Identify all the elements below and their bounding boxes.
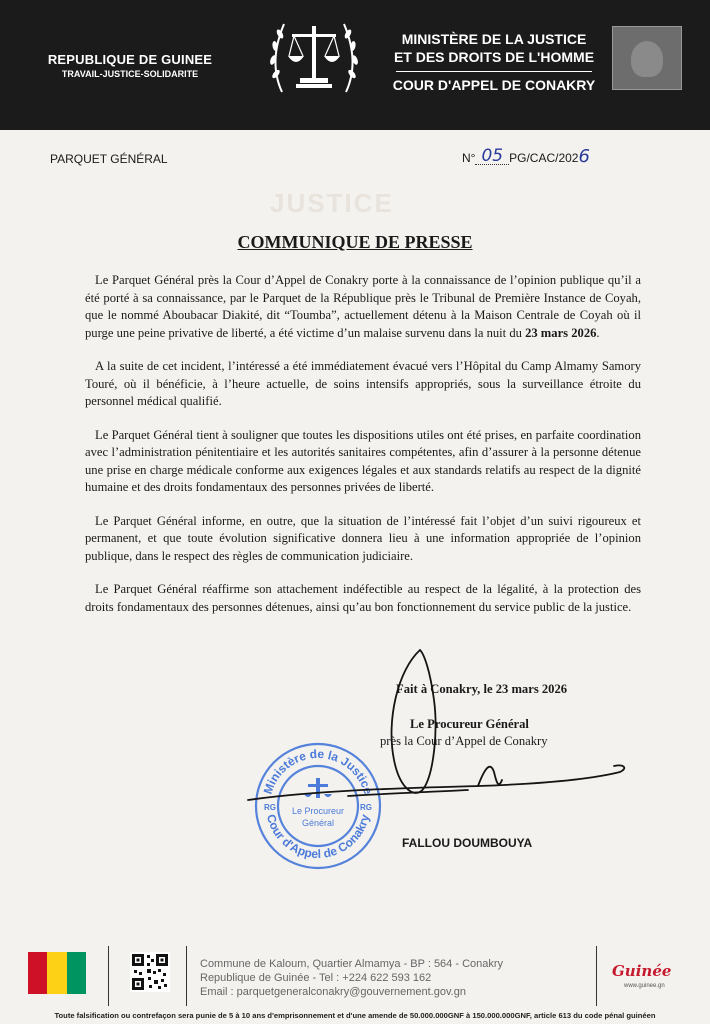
reference-number [462,148,590,165]
handwritten-number: 05 [475,148,509,165]
paragraph-4: Le Parquet Général informe, en outre, que la situation de l’intéressé fait l’objet d’un suivi rigoureux et permanent, et que toute évolution significative donnera lieu à une information appropriée de l’opinion publique, dans le respect des règles de communication judiciaire. [85,513,641,563]
footer-divider-left [108,946,109,1006]
footer-address [200,957,503,999]
legal-disclaimer: Toute falsification ou contrefaçon sera punie de 5 à 10 ans d'emprisonnement et d'une amende de 50.000.000GNF à 150.000.000GNF, article 613 du code pénal guinéen [54,1011,656,1020]
svg-text:Ministère de la Justice: Ministère de la Justice [260,746,376,796]
court-name: COUR D'APPEL DE CONAKRY [392,77,596,93]
svg-text:RG: RG [360,803,372,812]
signatory-name: FALLOU DOUMBOUYA [402,836,533,850]
ministry-line-1: MINISTÈRE DE LA JUSTICE [401,31,587,47]
press-release-body [85,272,641,632]
office-label: PARQUET GÉNÉRAL [50,152,168,166]
place-and-date: Fait à Conakry, le 23 mars 2026 [396,682,568,696]
paragraph-2: A la suite de cet incident, l’intéressé a été immédiatement évacué vers l’Hôpital du Camp Almamy Samory Touré, où il bénéficie, à l’heure actuelle, de soins intensifs appropriés, sous la surveillance étroite du personnel médical qualifié. [85,359,641,408]
letterhead-header [0,0,710,130]
flag-green-band [67,952,86,994]
paragraph-1: Le Parquet Général près la Cour d’Appel de Conakry porte à la connaissance de l’opinion publique qu’il a été porté à sa connaissance, par le Parquet de la République près le Tribunal de Première Instance de Coyah, que le nommé Aboubacar Diakité, dit “Toumba”, actuellement détenu à la Maison Centrale de Coyah où il purge une peine privative de liberté, a été victime d’un malaise survenu dans la nuit du 23 mars 2026. [85,273,641,340]
paragraph-3: Le Parquet Général tient à souligner que toutes les dispositions utiles ont été prises, en parfaite coordination avec l’administration pénitentiaire et les autorités sanitaires compétentes, afin d’assurer à la personne détenue une prise en charge médicale conforme aux exigences légales et aux standards relatifs au respect de la dignité humaine et des droits fondamentaux des personnes privées de liberté. [85,427,641,494]
address-line-2: Republique de Guinée - Tel : +224 622 593 162 [200,972,432,984]
number-suffix: PG/CAC/202 [509,151,579,165]
portrait-photo-image [612,26,682,90]
address-line-1: Commune de Kaloum, Quartier Almamya - BP : 564 - Conakry [200,958,504,970]
signatory-role: Le Procureur Général [410,717,529,731]
svg-text:Le Procureur: Le Procureur [291,806,345,816]
ministry-line-2: ET DES DROITS DE L'HOMME [393,49,595,65]
svg-text:Général: Général [301,818,335,828]
scales-of-justice-emblem [262,12,366,102]
guinea-flag-icon [28,952,86,994]
svg-text:RG: RG [264,803,276,812]
document-title: COMMUNIQUE DE PRESSE [237,232,473,252]
footer-divider-middle [186,946,187,1006]
flag-yellow-band [47,952,66,994]
svg-text:Cour d'Appel de Conakry: Cour d'Appel de Conakry [263,812,373,862]
republic-motto: TRAVAIL-JUSTICE-SOLIDARITE [61,69,199,79]
handwritten-year-digit: 6 [578,146,590,167]
footer-divider-right [596,946,597,1006]
handwritten-signature-image [228,640,648,830]
republic-block [40,52,220,79]
header-divider [396,71,592,72]
paragraph-5: Le Parquet Général réaffirme son attachement indéfectible au respect de la légalité, à la protection des droits fondamentaux des personnes détenues, ainsi qu’au bon fonctionnement du service public de la justice. [85,582,641,614]
qr-code-icon [130,952,170,992]
flag-red-band [28,952,47,994]
background-watermark: JUSTICE [270,188,394,218]
republic-title: REPUBLIQUE DE GUINEE [47,52,213,67]
signatory-role-detail: près la Cour d’Appel de Conakry [380,734,548,748]
address-email: Email : parquetgeneralconakry@gouvernement.gov.gn [200,986,466,998]
number-prefix: N° [462,151,476,165]
ministry-block [388,30,600,93]
guinee-brand-site: www.guinee.gn [624,983,665,989]
incident-date: 23 mars 2026 [525,325,597,340]
guinee-brand-logo: Guinée [612,962,672,980]
